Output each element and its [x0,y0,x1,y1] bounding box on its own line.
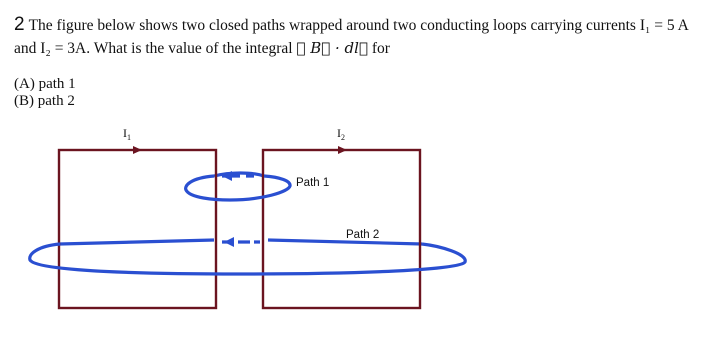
path1-label: Path 1 [296,177,330,189]
path2-back-arc-right [268,240,422,244]
path2-arrow [224,237,234,247]
conducting-loop-2 [263,150,420,308]
path2-label: Path 2 [346,229,380,241]
path1-front [186,176,290,200]
option-a: (A) path 1 [14,76,76,92]
question-line-2-suffix: for [371,40,390,57]
path2-back-arc [60,240,214,244]
current1-arrow [133,146,142,154]
current2-label: $I_2$ [337,126,345,142]
option-b: (B) path 2 [14,93,75,109]
question-line-1: The figure below shows two closed paths wrapped around two conducting loops carrying currents I₁ = 5 A [28,17,689,34]
conducting-loop-1 [59,150,216,308]
path2-front [30,244,465,274]
current1-label: $I_1$ [123,126,131,142]
question-number: 2 [14,14,25,35]
question-line-2-prefix: and I₂ = 3A. What is the value of the integral [14,40,293,57]
integral-expression: ∮ B⃗ · dl⃗ [296,39,368,57]
current2-arrow [338,146,347,154]
